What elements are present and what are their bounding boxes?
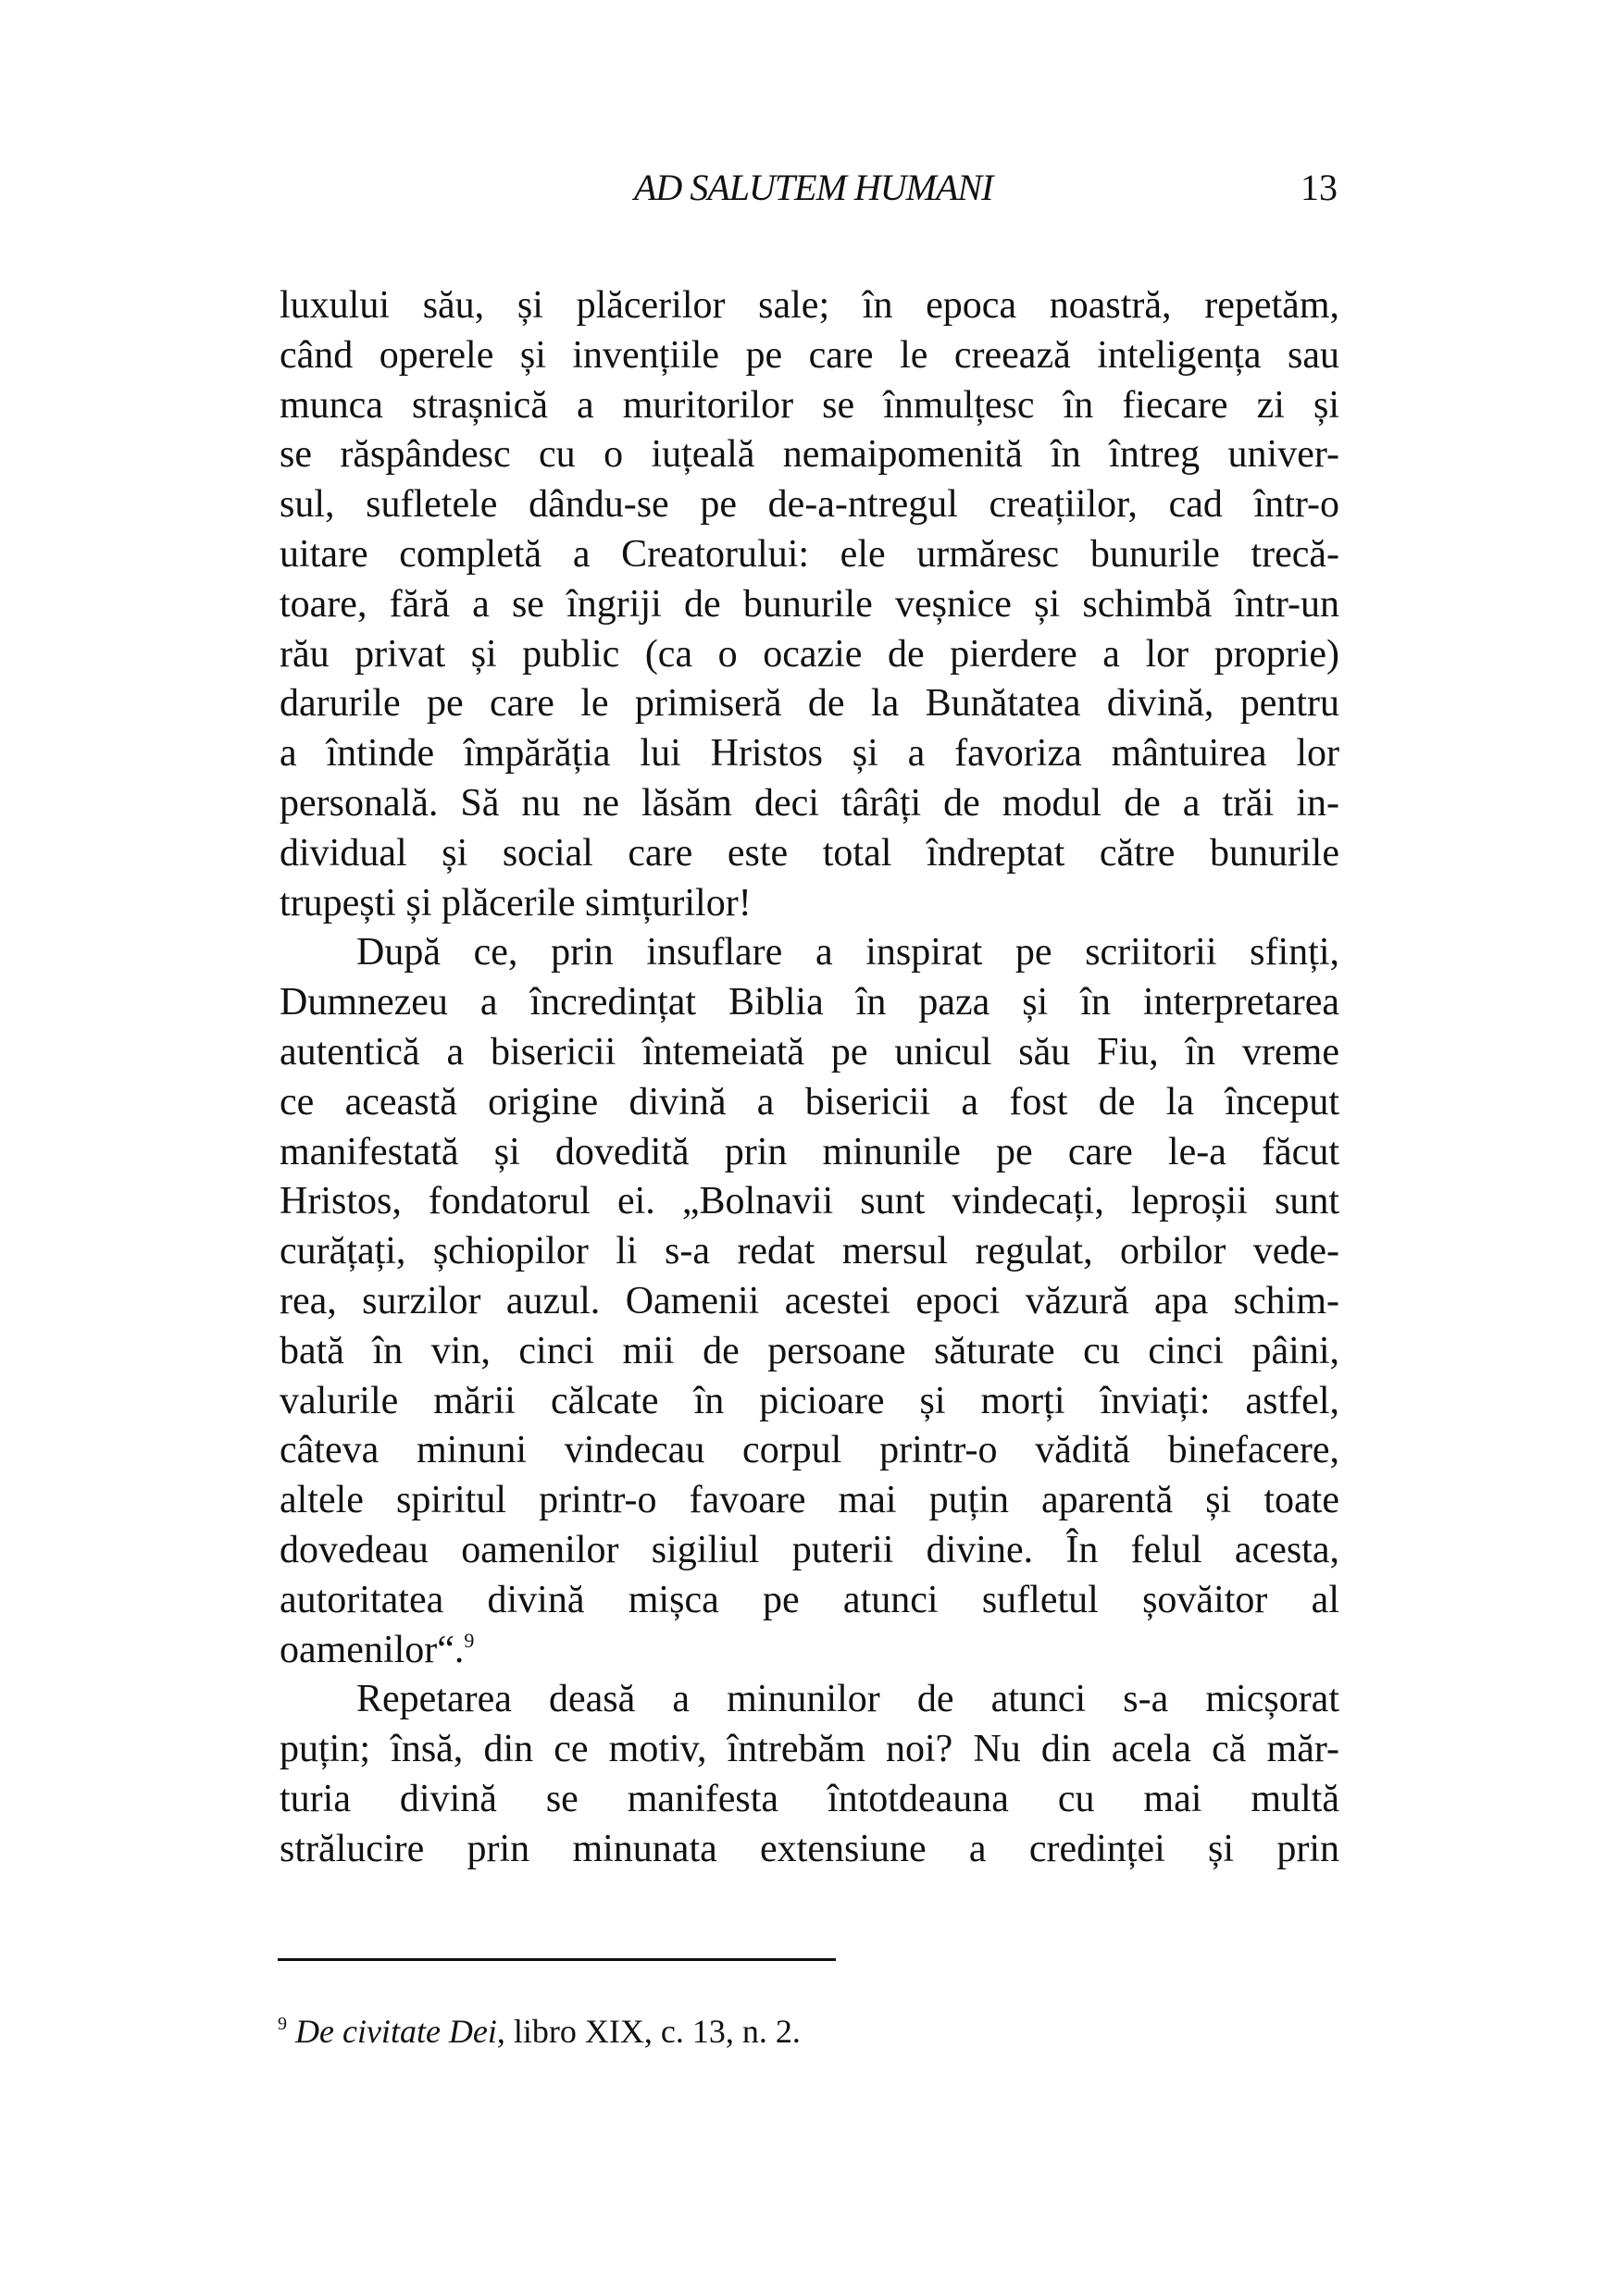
text-line: uitare completă a Creatorului: ele urmăresc bunurile trecă- [280, 532, 1339, 576]
text-line: ce această origine divină a bisericii a fost de la început [280, 1080, 1339, 1123]
text-line: darurile pe care le primiseră de la Bunătatea divină, pentru [280, 682, 1339, 726]
text-line: personală. Să nu ne lăsăm deci târâți de modul de a trăi in- [280, 781, 1339, 825]
text-line: sul, sufletele dându-se pe de-a-ntregul creațiilor, cad într-o [280, 483, 1339, 527]
running-title: AD SALUTEM HUMANI [634, 167, 993, 208]
paragraph [280, 281, 1339, 928]
footnote-citation: , libro XIX, c. 13, n. 2. [496, 2013, 801, 2050]
text-line: trupești și plăcerile simțurilor! [280, 881, 752, 925]
text-line: puțin; însă, din ce motiv, întrebăm noi? Nu din acela că măr- [280, 1728, 1339, 1771]
text-line: rău privat și public (ca o ocazie de pierdere a lor proprie) [280, 632, 1339, 676]
text-line: altele spiritul printr-o favoare mai puțin aparentă și toate [280, 1479, 1339, 1522]
text-line: bată în vin, cinci mii de persoane săturate cu cinci pâini, [280, 1329, 1339, 1372]
text-line: munca strașnică a muritorilor se înmulțesc în fiecare zi și [280, 383, 1339, 427]
text-line: a întinde împărăția lui Hristos și a favoriza mântuirea lor [280, 732, 1339, 776]
footnote [278, 2010, 1338, 2053]
page-number: 13 [1301, 167, 1338, 208]
text-line: dovedeau oamenilor sigiliul puterii divine. În felul acesta, [280, 1528, 1339, 1571]
text-line: curățați, șchiopilor li s-a redat mersul regulat, orbilor vede- [280, 1230, 1339, 1273]
text-line: După ce, prin insuflare a inspirat pe scriitorii sfinți, [356, 931, 1339, 974]
footnote-title: De civitate Dei [295, 2013, 497, 2050]
text-line: Repetarea deasă a minunilor de atunci s-a micșorat [356, 1678, 1339, 1721]
running-head [280, 165, 1339, 211]
text-line: strălucire prin minunata extensiune a credinței și prin [280, 1827, 1339, 1870]
body-text [280, 281, 1339, 1875]
text-line: luxului său, și plăcerilor sale; în epoca noastră, repetăm, [280, 284, 1339, 327]
text-line-content: oamenilor“. [280, 1628, 465, 1671]
text-line: rea, surzilor auzul. Oamenii acestei epoci văzură apa schim- [280, 1279, 1339, 1322]
text-line: autoritatea divină mișca pe atunci sufletul șovăitor al [280, 1578, 1339, 1621]
text-line: autentică a bisericii întemeiată pe unicul său Fiu, în vreme [280, 1030, 1339, 1074]
paragraph [280, 928, 1339, 1675]
footnote-separator [278, 1958, 836, 1961]
text-line: Hristos, fondatorul ei. „Bolnavii sunt vindecați, leproșii sunt [280, 1180, 1339, 1223]
text-line: dividual și social care este total îndreptat către bunurile [280, 831, 1339, 875]
text-line: Dumnezeu a încredințat Biblia în paza și în interpretarea [280, 981, 1339, 1024]
text-line: manifestată și dovedită prin minunile pe care le-a făcut [280, 1130, 1339, 1173]
text-line: turia divină se manifesta întotdeauna cu mai multă [280, 1777, 1339, 1820]
text-line: valurile mării călcate în picioare și morți înviați: astfel, [280, 1379, 1339, 1422]
text-line: câteva minuni vindecau corpul printr-o vădită binefacere, [280, 1429, 1339, 1472]
text-line-with-footnote [280, 1626, 1339, 1676]
text-line: se răspândesc cu o iuțeală nemaipomenită în întreg univer- [280, 433, 1339, 477]
text-line: când operele și invențiile pe care le creează inteligența sau [280, 333, 1339, 377]
paragraph [280, 1675, 1339, 1874]
footnote-number: 9 [278, 2014, 287, 2034]
footnote-reference[interactable]: 9 [464, 1628, 475, 1652]
text-line: toare, fără a se îngriji de bunurile veșnice și schimbă într-un [280, 582, 1339, 626]
